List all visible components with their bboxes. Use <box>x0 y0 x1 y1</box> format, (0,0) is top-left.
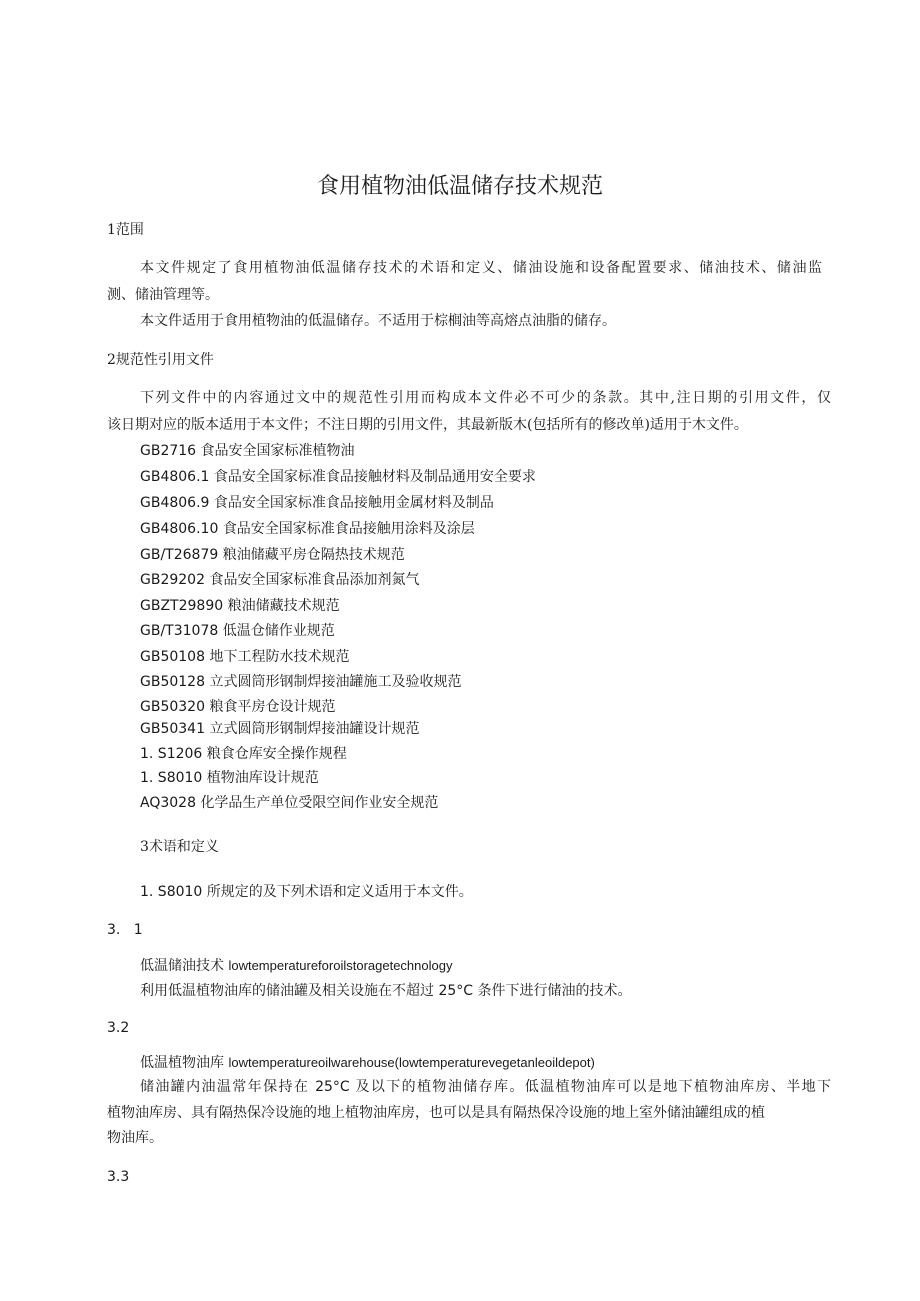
reference-name: 立式圆筒形钢制焊接油罐设计规范 <box>209 721 420 737</box>
document-title: 食用植物油低温储存技术规范 <box>316 174 603 199</box>
reference-name: 食品安全国家标准食品接触材料及制品通用安全要求 <box>213 469 536 485</box>
term-definition-text: 及以下的植物油储存库。低温植物油库可以是地下植物油库房、半地下 <box>355 1079 832 1095</box>
term-definition-text: 条件下进行储油的技术。 <box>477 983 632 999</box>
reference-item <box>140 793 438 813</box>
reference-code: GB2716 <box>140 443 197 459</box>
reference-code: GB29202 <box>140 572 205 588</box>
references-intro-line-2: 该日期对应的版本适用于本文件；不注日期的引用文件，其最新版木(包括所有的修改单)适用于木文件。 <box>107 417 748 433</box>
reference-name: 粮油储藏平房仓隔热技术规范 <box>222 547 405 563</box>
scope-paragraph-line-1: 本文件规定了食用植物油低温储存技术的术语和定义、储油设施和设备配置要求、储油技术、储油监 <box>140 260 822 276</box>
terms-intro <box>140 882 473 902</box>
reference-name: 食品安全国家标准食品接触用金属材料及制品 <box>213 495 494 511</box>
reference-item <box>140 768 319 788</box>
references-intro-line-1: 下列文件中的内容通过文中的规范性引用而构成本文件必不可少的条款。其中,注日期的引用文件，仅 <box>140 390 831 406</box>
term-number: 3. 1 <box>107 922 143 938</box>
reference-name: 化学品生产单位受限空间作业安全规范 <box>200 795 439 811</box>
reference-item <box>140 647 349 667</box>
temperature-value: 25°C <box>315 1079 350 1095</box>
term-title <box>140 1053 595 1073</box>
reference-item <box>140 596 340 616</box>
reference-code: GB50108 <box>140 649 205 665</box>
reference-name: 粮食平房仓设计规范 <box>209 699 336 715</box>
reference-code: GBZT29890 <box>140 598 224 614</box>
reference-item <box>140 744 347 764</box>
reference-item <box>140 570 419 590</box>
reference-item <box>140 719 419 739</box>
term-title-cn: 低温储油技术 <box>140 958 224 974</box>
reference-code: GB/T31078 <box>140 623 219 639</box>
terms-intro-code: 1. S8010 <box>140 884 203 900</box>
term-title-en: lowtemperatureforoilstoragetechnology <box>228 958 453 973</box>
term-definition-line-3: 物油库。 <box>107 1130 163 1146</box>
term-definition-text: 利用低温植物油库的储油罐及相关设施在不超过 <box>140 983 434 999</box>
section-heading-normative-references: 2规范性引用文件 <box>107 352 214 368</box>
reference-code: AQ3028 <box>140 795 196 811</box>
reference-code: GB4806.1 <box>140 469 210 485</box>
term-number: 3.2 <box>107 1020 130 1036</box>
reference-item <box>140 441 355 461</box>
reference-name: 食品安全国家标准食品接触用涂料及涂层 <box>222 521 475 537</box>
reference-name: 植物油库设计规范 <box>206 770 319 786</box>
reference-name: 食品安全国家标准植物油 <box>200 443 355 459</box>
section-heading-scope: 1范围 <box>107 222 144 238</box>
reference-item <box>140 697 335 717</box>
terms-intro-text: 所规定的及下列术语和定义适用于本文件。 <box>206 884 473 900</box>
reference-item <box>140 545 405 565</box>
section-heading-terms-definitions: 3术语和定义 <box>140 839 219 855</box>
reference-item <box>140 621 335 641</box>
term-title-cn: 低温植物油库 <box>140 1055 224 1071</box>
reference-item <box>140 493 494 513</box>
reference-name: 立式圆筒形钢制焊接油罐施工及验收规范 <box>209 674 462 690</box>
term-number: 3.3 <box>107 1169 130 1185</box>
reference-name: 粮油储藏技术规范 <box>227 598 340 614</box>
scope-paragraph-line-2: 测、储油管理等。 <box>107 287 219 303</box>
term-definition-text: 储油罐内油温常年保持在 <box>140 1079 310 1095</box>
scope-paragraph-2: 本文件适用于食用植物油的低温储存。不适用于棕榈油等高熔点油脂的储存。 <box>140 313 616 329</box>
reference-code: GB50341 <box>140 721 205 737</box>
temperature-value: 25°C <box>438 983 474 999</box>
term-definition <box>140 981 632 1001</box>
reference-code: GB50128 <box>140 674 205 690</box>
reference-item <box>140 519 475 539</box>
term-title <box>140 956 452 976</box>
term-definition-line-1 <box>140 1077 831 1097</box>
reference-item <box>140 672 461 692</box>
reference-name: 粮食仓库安全操作规程 <box>206 746 347 762</box>
reference-name: 食品安全国家标准食品添加剂氮气 <box>209 572 420 588</box>
reference-code: 1. S1206 <box>140 746 203 762</box>
reference-code: GB4806.9 <box>140 495 210 511</box>
reference-code: 1. S8010 <box>140 770 203 786</box>
reference-code: GB50320 <box>140 699 205 715</box>
term-definition-line-2: 植物油库房、具有隔热保冷设施的地上植物油库房，也可以是具有隔热保冷设施的地上室外储油罐组成的植 <box>107 1105 765 1121</box>
reference-item <box>140 467 536 487</box>
reference-name: 低温仓储作业规范 <box>222 623 335 639</box>
term-title-en: lowtemperatureoilwarehouse(lowtemperaturevegetanleoildepot) <box>228 1055 595 1070</box>
reference-name: 地下工程防水技术规范 <box>209 649 350 665</box>
reference-code: GB4806.10 <box>140 521 219 537</box>
reference-code: GB/T26879 <box>140 547 219 563</box>
